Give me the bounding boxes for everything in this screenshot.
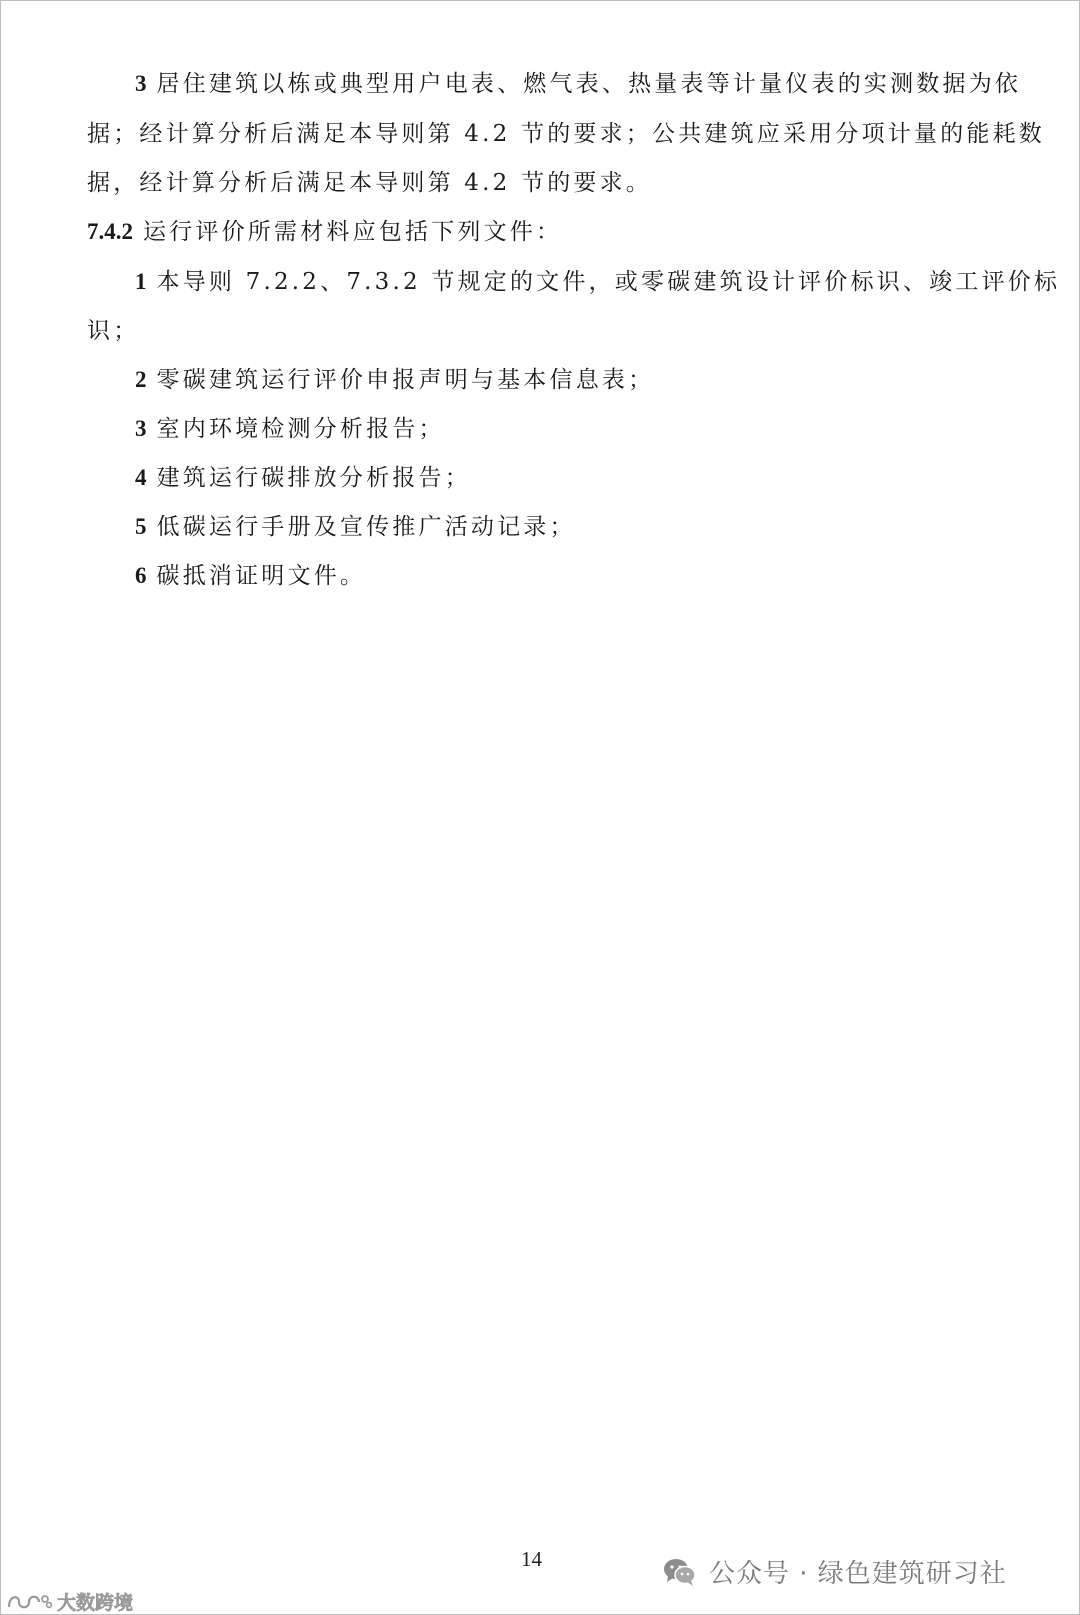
list-item-2 [135, 365, 654, 395]
watermark-wechat [663, 1553, 1007, 1590]
list-item-3 [135, 414, 445, 444]
list-item-5 [135, 512, 576, 542]
list-item-6-number: 6 [135, 563, 147, 588]
list-item-3-number: 3 [135, 416, 147, 441]
item-3-line-3: 据，经计算分析后满足本导则第 4.2 节的要求。 [87, 170, 652, 196]
watermark-source [5, 1588, 133, 1615]
list-item-6 [135, 561, 366, 591]
list-item-1-number: 1 [135, 269, 147, 294]
list-item-4 [135, 463, 471, 493]
item-3-line-2: 据；经计算分析后满足本导则第 4.2 节的要求；公共建筑应采用分项计量的能耗数 [87, 121, 1045, 147]
clause-7-4-2 [87, 217, 562, 247]
item-3-text-1: 居住建筑以栋或典型用户电表、燃气表、热量表等计量仪表的实测数据为依 [156, 71, 1022, 97]
wechat-icon [663, 1557, 697, 1587]
watermark-account-text: 公众号 · 绿色建筑研习社 [709, 1559, 1007, 1589]
list-item-1-text: 本导则 7.2.2、7.3.2 节规定的文件，或零碳建筑设计评价标识、竣工评价标 [156, 269, 1061, 295]
list-item-3-text: 室内环境检测分析报告； [156, 416, 445, 442]
clause-number: 7.4.2 [87, 219, 133, 244]
list-item-2-text: 零碳建筑运行评价申报声明与基本信息表； [156, 367, 655, 393]
list-item-6-text: 碳抵消证明文件。 [156, 563, 367, 589]
item-3-number: 3 [135, 71, 147, 96]
item-3-line-1 [135, 69, 1021, 99]
list-item-1-line-2: 识； [87, 318, 140, 344]
list-item-4-text: 建筑运行碳排放分析报告； [156, 465, 471, 491]
dashukuajing-logo-icon [5, 1591, 53, 1613]
list-item-5-number: 5 [135, 514, 147, 539]
clause-text: 运行评价所需材料应包括下列文件： [143, 219, 563, 245]
page-number: 14 [521, 1547, 542, 1571]
list-item-4-number: 4 [135, 465, 147, 490]
list-item-5-text: 低碳运行手册及宣传推广活动记录； [156, 514, 576, 540]
list-item-1-line-1 [135, 267, 1060, 297]
watermark-source-text: 大数跨境 [57, 1592, 134, 1614]
list-item-2-number: 2 [135, 367, 147, 392]
